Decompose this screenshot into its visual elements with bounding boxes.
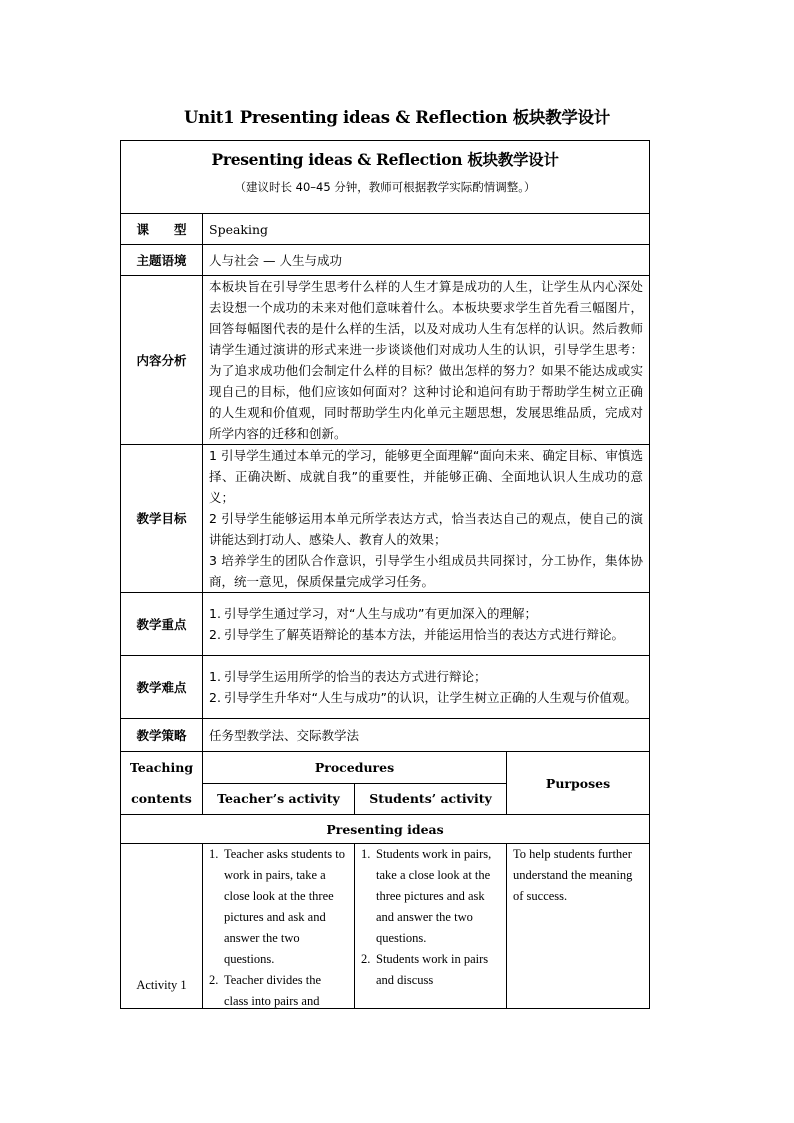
- difficulties-row: [121, 656, 650, 719]
- teaching-contents-header: Teaching contents: [121, 752, 203, 815]
- purposes-header: Purposes: [507, 752, 650, 815]
- document-title: Unit1 Presenting ideas & Reflection 板块教学设计: [184, 108, 610, 127]
- key-point-item: 2. 引导学生了解英语辩论的基本方法，并能运用恰当的表达方式进行辩论。: [209, 627, 625, 642]
- strategy-row: [121, 719, 650, 752]
- purpose-cell: [507, 844, 650, 1009]
- theme-value: 人与社会 — 人生与成功: [203, 245, 650, 276]
- type-label: 课 型: [121, 214, 203, 245]
- activity-row: [121, 844, 650, 1009]
- lesson-plan-table: [120, 140, 650, 1009]
- key-points-list: [203, 593, 650, 656]
- theme-row: [121, 245, 650, 276]
- type-row: [121, 214, 650, 245]
- header-row: [121, 141, 650, 214]
- students-activity-header: Students’ activity: [355, 783, 507, 815]
- type-value: Speaking: [203, 214, 650, 245]
- strategy-label: 教学策略: [121, 719, 203, 752]
- section-row: [121, 815, 650, 844]
- key-point-item: 1. 引导学生通过学习，对“人生与成功”有更加深入的理解；: [209, 606, 537, 621]
- teacher-activity-header: Teacher’s activity: [203, 783, 355, 815]
- purpose-text: To help students further understand the meaning of success.: [513, 847, 633, 903]
- procedure-header-row: [121, 752, 650, 784]
- goals-row: [121, 445, 650, 593]
- difficulties-label: 教学难点: [121, 656, 203, 719]
- content-analysis: 本板块旨在引导学生思考什么样的人生才算是成功的人生，让学生从内心深处去设想一个成功的未来对他们意味着什么。本板块要求学生首先看三幅图片，回答每幅图代表的是什么样的生活，以及对成功人生有怎样的认识。然后教师请学生通过演讲的形式来进一步谈谈他们对成功人生的认识，引导学生思考：为了追求成功他们会制定什么样的目标？做出怎样的努力？如果不能达成或实现自己的目标，他们应该如何面对？这种讨论和追问有助于帮助学生树立正确的人生观和价值观，同时帮助学生内化单元主题思想，发展思维品质，完成对所学内容的迁移和创新。: [203, 276, 650, 445]
- student-step: 2. Students work in pairs and discuss: [361, 952, 489, 987]
- student-step: 1. Students work in pairs, take a close look at the three pictures and ask and answer the two questions.: [361, 847, 492, 945]
- duration-note: （建议时长 40–45 分钟，教师可根据教学实际酌情调整。）: [234, 180, 536, 194]
- section-presenting-ideas: Presenting ideas: [121, 815, 650, 844]
- difficulty-item: 1. 引导学生运用所学的恰当的表达方式进行辩论；: [209, 669, 487, 684]
- goal-item: 1 引导学生通过本单元的学习，能够更全面理解“面向未来、确定目标、审慎选择、正确决断、成就自我”的重要性，并能够正确、全面地认识人生成功的意义；: [209, 448, 644, 505]
- content-label: 内容分析: [121, 276, 203, 445]
- goal-item: 2 引导学生能够运用本单元所学表达方式，恰当表达自己的观点，使自己的演讲能达到打动人、感染人、教育人的效果；: [209, 511, 644, 547]
- teacher-step: 1. Teacher asks students to work in pairs, take a close look at the three pictures and ask and answer the two questions.: [209, 847, 345, 966]
- teacher-activity-cell: [203, 844, 355, 1009]
- strategy-value: 任务型教学法、交际教学法: [203, 719, 650, 752]
- goals-label: 教学目标: [121, 445, 203, 593]
- goals-list: [203, 445, 650, 593]
- goal-item: 3 培养学生的团队合作意识，引导学生小组成员共同探讨，分工协作，集体协商，统一意见，保质保量完成学习任务。: [209, 553, 644, 589]
- teacher-step: 2. Teacher divides the class into pairs and: [209, 973, 321, 1008]
- content-row: [121, 276, 650, 445]
- table-title: Presenting ideas & Reflection 板块教学设计: [211, 150, 559, 169]
- difficulties-list: [203, 656, 650, 719]
- difficulty-item: 2. 引导学生升华对“人生与成功”的认识，让学生树立正确的人生观与价值观。: [209, 690, 637, 705]
- students-activity-cell: [355, 844, 507, 1009]
- activity-label: Activity 1: [121, 844, 203, 1009]
- key-points-label: 教学重点: [121, 593, 203, 656]
- theme-label: 主题语境: [121, 245, 203, 276]
- procedures-header: Procedures: [203, 752, 507, 784]
- key-points-row: [121, 593, 650, 656]
